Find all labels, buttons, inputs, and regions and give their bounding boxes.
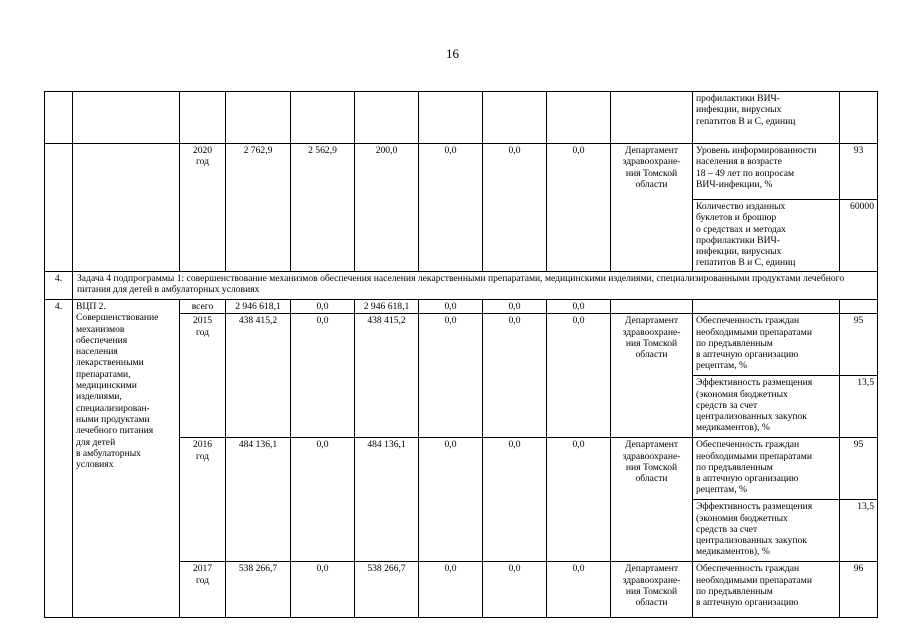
task-row — [45, 272, 878, 300]
vcp-name: ВЦП 2. Совершенствование механизмов обеспечения населения лекарственными препаратами, медицинскими изделиями, специализирован- ными продуктами лечебного питания для детей в амбулаторных условиях — [73, 300, 180, 618]
cell-indicator-value: 13,5 — [840, 500, 878, 562]
cell-year: 2017 год — [180, 562, 226, 618]
cell-c1: 0,0 — [419, 314, 483, 438]
cell-c1 — [419, 92, 483, 144]
cell-c3: 0,0 — [547, 144, 611, 272]
cell-total: 484 136,1 — [226, 438, 291, 562]
cell-indicator-text: Обеспеченность граждан необходимыми препаратами по предъявленным в аптечную организацию рецептам, % — [693, 438, 840, 500]
cell-fed: 0,0 — [291, 300, 355, 314]
cell-indicator-value: 93 — [840, 144, 878, 200]
program-table — [44, 91, 878, 618]
cell-reg: 538 266,7 — [355, 562, 419, 618]
cell-indicator-text: Обеспеченность граждан необходимыми препаратами по предъявленным в аптечную организацию рецептам, % — [693, 314, 840, 376]
cell-reg: 2 946 618,1 — [355, 300, 419, 314]
cell-indicator-text — [693, 300, 840, 314]
cell-indicator-value: 95 — [840, 314, 878, 376]
cell-year — [180, 92, 226, 144]
cell-indicator-text: Эффективность размещения (экономия бюджетных средств за счет централизованных закупок медикаментов), % — [693, 500, 840, 562]
cell-reg — [355, 92, 419, 144]
cell-indicator-text: Количество изданных буклетов и брошюр о средствах и методах профилактики ВИЧ- инфекции, вирусных гепатитов В и С, единиц — [693, 200, 840, 272]
page-number: 16 — [446, 46, 459, 61]
cell-name — [73, 144, 180, 272]
cell-total: 2 762,9 — [226, 144, 291, 272]
cell-dept — [611, 300, 693, 314]
cell-year: 2015 год — [180, 314, 226, 438]
cell-c3: 0,0 — [547, 314, 611, 438]
cell-dept: Департамент здравоохране- ния Томской области — [611, 438, 693, 562]
cell-total — [226, 92, 291, 144]
cell-c1: 0,0 — [419, 438, 483, 562]
cell-c2: 0,0 — [483, 144, 547, 272]
cell-year: 2020 год — [180, 144, 226, 272]
cell-c2: 0,0 — [483, 562, 547, 618]
cell-c3 — [547, 92, 611, 144]
cell-total: 438 415,2 — [226, 314, 291, 438]
cell-indicator-text: профилактики ВИЧ- инфекции, вирусных гепатитов В и С, единиц — [693, 92, 840, 144]
cell-name — [73, 92, 180, 144]
cell-reg: 200,0 — [355, 144, 419, 272]
cell-year: 2016 год — [180, 438, 226, 562]
cell-c3: 0,0 — [547, 562, 611, 618]
cell-indicator-text: Эффективность размещения (экономия бюджетных средств за счет централизованных закупок медикаментов), % — [693, 376, 840, 438]
cell-indicator-value: 95 — [840, 438, 878, 500]
cell-c2: 0,0 — [483, 300, 547, 314]
continuation-row — [45, 92, 878, 144]
cell-indicator-value: 60000 — [840, 200, 878, 272]
cell-num: 4. — [45, 300, 73, 618]
cell-indicator-value — [840, 92, 878, 144]
cell-fed: 0,0 — [291, 314, 355, 438]
cell-fed: 2 562,9 — [291, 144, 355, 272]
cell-dept — [611, 92, 693, 144]
year-row-2020-a — [45, 144, 878, 200]
cell-c1: 0,0 — [419, 144, 483, 272]
cell-indicator-text: Обеспеченность граждан необходимыми препаратами по предъявленным в аптечную организацию — [693, 562, 840, 618]
cell-reg: 438 415,2 — [355, 314, 419, 438]
cell-indicator-value — [840, 300, 878, 314]
cell-num: 4. — [45, 272, 73, 300]
cell-indicator-text: Уровень информированности населения в возрасте 18 – 49 лет по вопросам ВИЧ-инфекции, % — [693, 144, 840, 200]
cell-indicator-value: 13,5 — [840, 376, 878, 438]
cell-c2: 0,0 — [483, 438, 547, 562]
cell-fed — [291, 92, 355, 144]
cell-indicator-value: 96 — [840, 562, 878, 618]
cell-c1: 0,0 — [419, 300, 483, 314]
cell-fed: 0,0 — [291, 438, 355, 562]
cell-total: 2 946 618,1 — [226, 300, 291, 314]
cell-fed: 0,0 — [291, 562, 355, 618]
cell-num — [45, 144, 73, 272]
cell-vsego-label: всего — [180, 300, 226, 314]
cell-dept: Департамент здравоохране- ния Томской области — [611, 144, 693, 272]
cell-reg: 484 136,1 — [355, 438, 419, 562]
cell-num — [45, 92, 73, 144]
cell-c1: 0,0 — [419, 562, 483, 618]
cell-c2 — [483, 92, 547, 144]
cell-total: 538 266,7 — [226, 562, 291, 618]
cell-c2: 0,0 — [483, 314, 547, 438]
task-text: Задача 4 подпрограммы 1: совершенствование механизмов обеспечения населения лекарственными препаратами, медицинскими изделиями, специализированными продуктами лечебного питания для детей в амбулаторных условиях — [73, 272, 878, 300]
cell-c3: 0,0 — [547, 300, 611, 314]
cell-dept: Департамент здравоохране- ния Томской области — [611, 562, 693, 618]
cell-c3: 0,0 — [547, 438, 611, 562]
program-table-container — [44, 91, 877, 609]
cell-dept: Департамент здравоохране- ния Томской области — [611, 314, 693, 438]
vcp-total-row — [45, 300, 878, 314]
